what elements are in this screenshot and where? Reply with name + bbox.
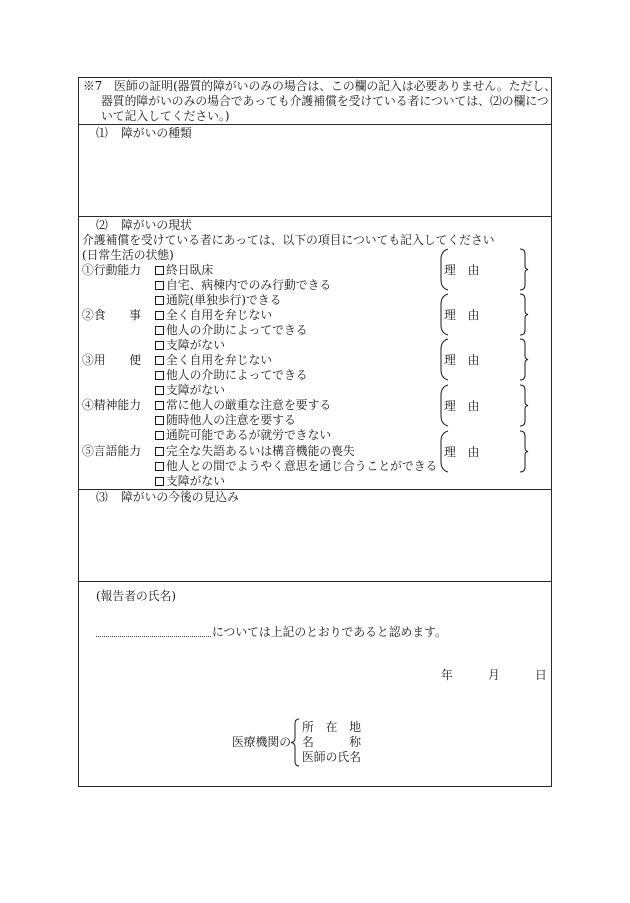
reason-label: 理 由 bbox=[444, 444, 480, 459]
reason-label: 理 由 bbox=[444, 352, 480, 367]
option-row bbox=[0, 413, 630, 428]
disability-type-field[interactable] bbox=[80, 142, 550, 214]
section3-number: ⑶ bbox=[96, 489, 108, 504]
option-label: 支障がない bbox=[166, 382, 225, 397]
reason-label: 理 由 bbox=[444, 398, 480, 413]
option-row bbox=[0, 383, 630, 398]
checkbox[interactable] bbox=[155, 401, 164, 410]
category-label: ③用 便 bbox=[82, 352, 141, 367]
option-row bbox=[0, 323, 630, 338]
section2-subheading: (日常生活の状態) bbox=[82, 247, 174, 262]
option-label: 通院可能であるが就労できない bbox=[166, 428, 332, 442]
option-row bbox=[0, 263, 630, 278]
checkbox[interactable] bbox=[155, 431, 164, 440]
option-label: 完全な失語あるいは構音機能の喪失 bbox=[166, 443, 355, 458]
option-row bbox=[0, 368, 630, 383]
reason-field[interactable] bbox=[440, 338, 528, 381]
reason-label: 理 由 bbox=[444, 307, 480, 322]
institution-name-label: 名 称 bbox=[302, 734, 361, 749]
option-row bbox=[0, 459, 630, 474]
checkbox[interactable] bbox=[155, 266, 164, 275]
option-row bbox=[0, 353, 630, 368]
header-line: 器質的障がいのみの場合であっても介護補償を受けている者については、⑵の欄につ bbox=[101, 93, 549, 108]
checkbox[interactable] bbox=[155, 462, 164, 471]
reason-field[interactable] bbox=[440, 248, 528, 291]
header-line: ※7 医師の証明(器質的障がいのみの場合は、この欄の記入は必要ありません。ただし、 bbox=[83, 78, 556, 93]
option-row bbox=[0, 398, 630, 413]
reporter-label: (報告者の氏名) bbox=[96, 588, 176, 603]
option-label: 支障がない bbox=[166, 473, 225, 488]
section2-instruction: 介護補償を受けている者にあっては、以下の項目についても記入してください bbox=[82, 232, 495, 247]
option-row bbox=[0, 428, 630, 443]
doctor-name-label: 医師の氏名 bbox=[302, 749, 361, 764]
header-line: いて記入してください。) bbox=[101, 108, 230, 123]
checkbox[interactable] bbox=[155, 386, 164, 395]
checkbox[interactable] bbox=[155, 371, 164, 380]
option-label: 随時他人の注意を要する bbox=[166, 413, 296, 427]
checkbox[interactable] bbox=[155, 477, 164, 486]
prognosis-field[interactable] bbox=[80, 507, 550, 579]
checkbox[interactable] bbox=[155, 447, 164, 456]
option-row bbox=[0, 278, 630, 293]
option-row bbox=[0, 474, 630, 489]
option-row bbox=[0, 293, 630, 308]
reporter-name-field[interactable] bbox=[96, 636, 211, 637]
checkbox[interactable] bbox=[155, 296, 164, 305]
option-row bbox=[0, 338, 630, 353]
reason-label: 理 由 bbox=[444, 262, 480, 277]
option-row bbox=[0, 308, 630, 323]
reason-field[interactable] bbox=[440, 430, 528, 473]
option-label: 全く自用を弁じない bbox=[166, 307, 273, 322]
checkbox[interactable] bbox=[155, 356, 164, 365]
option-label: 終日臥床 bbox=[166, 262, 214, 277]
reason-field[interactable] bbox=[440, 293, 528, 336]
section3-title: 障がいの今後の見込み bbox=[121, 489, 239, 504]
date-month-label: 月 bbox=[488, 667, 500, 682]
option-label: 常に他人の厳重な注意を要する bbox=[166, 398, 332, 412]
reason-field[interactable] bbox=[440, 384, 528, 427]
certification-statement: については上記のとおりであると認めます。 bbox=[212, 624, 447, 639]
institution-label: 医療機関の bbox=[232, 734, 291, 749]
option-label: 他人の介助によってできる bbox=[166, 367, 308, 382]
checkbox[interactable] bbox=[155, 311, 164, 320]
category-label: ②食 事 bbox=[82, 307, 141, 322]
section2-title: 障がいの現状 bbox=[121, 217, 192, 232]
institution-address-label: 所 在 地 bbox=[302, 719, 361, 734]
option-row bbox=[0, 444, 630, 459]
option-label: 他人との間でようやく意思を通じ合うことができる bbox=[166, 458, 438, 473]
date-day-label: 日 bbox=[535, 667, 547, 682]
option-label: 全く自用を弁じない bbox=[166, 352, 273, 367]
option-label: 他人の介助によってできる bbox=[166, 322, 308, 337]
checkbox[interactable] bbox=[155, 281, 164, 290]
option-label: 支障がない bbox=[166, 337, 225, 352]
option-label: 自宅、病棟内でのみ行動できる bbox=[166, 277, 332, 292]
checkbox[interactable] bbox=[155, 416, 164, 425]
category-label: ①行動能力 bbox=[82, 262, 141, 277]
brace-icon bbox=[290, 718, 300, 767]
category-label: ④精神能力 bbox=[82, 398, 141, 412]
section1-number: ⑴ bbox=[96, 125, 108, 140]
checkbox[interactable] bbox=[155, 326, 164, 335]
date-year-label: 年 bbox=[441, 667, 453, 682]
divider bbox=[78, 581, 552, 582]
section2-number: ⑵ bbox=[96, 217, 108, 232]
checkbox[interactable] bbox=[155, 341, 164, 350]
option-label: 通院(単独歩行)できる bbox=[166, 292, 282, 307]
section1-title: 障がいの種類 bbox=[121, 125, 192, 140]
category-label: ⑤言語能力 bbox=[82, 443, 141, 458]
